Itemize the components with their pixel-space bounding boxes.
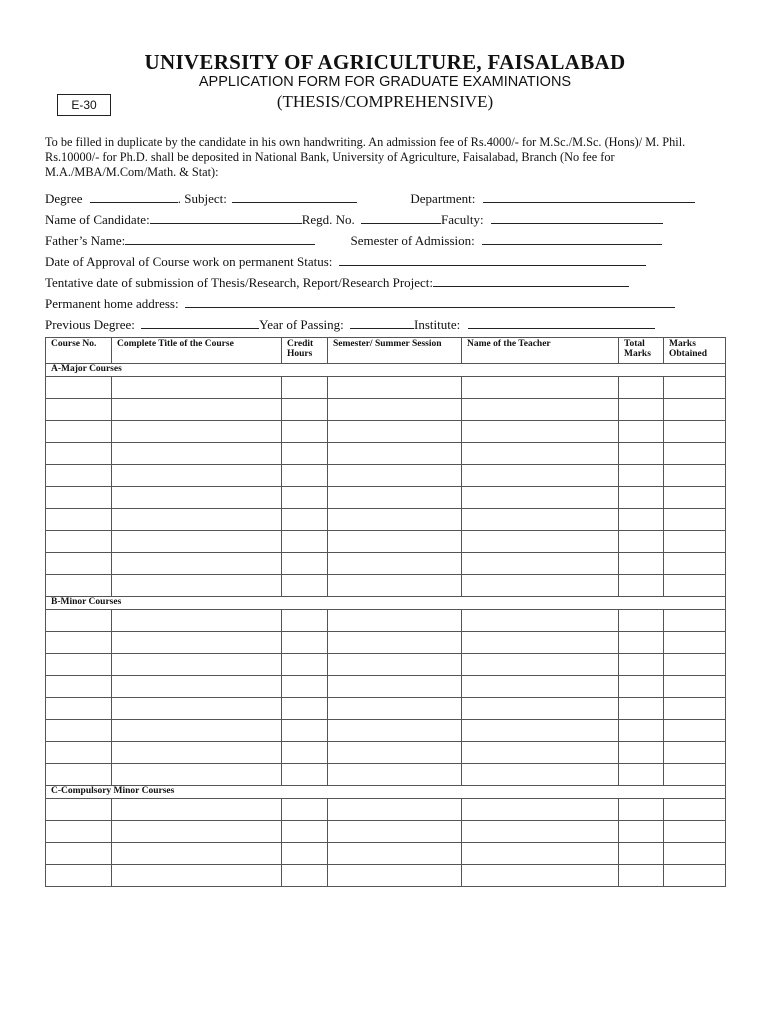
table-cell[interactable] (46, 742, 112, 764)
table-cell[interactable] (282, 654, 328, 676)
table-cell[interactable] (619, 377, 664, 399)
table-cell[interactable] (664, 843, 726, 865)
approval-date-label: Date of Approval of Course work on permanent Status: (45, 254, 333, 269)
table-cell[interactable] (619, 720, 664, 742)
table-row (46, 509, 726, 531)
table-row (46, 377, 726, 399)
table-row (46, 610, 726, 632)
table-cell[interactable] (282, 610, 328, 632)
table-cell[interactable] (328, 799, 462, 821)
table-cell[interactable] (46, 764, 112, 786)
table-cell[interactable] (46, 799, 112, 821)
table-cell[interactable] (328, 487, 462, 509)
table-cell[interactable] (664, 632, 726, 654)
table-cell[interactable] (328, 742, 462, 764)
table-cell[interactable] (328, 654, 462, 676)
table-cell[interactable] (328, 764, 462, 786)
table-cell[interactable] (664, 443, 726, 465)
table-cell[interactable] (619, 443, 664, 465)
table-cell[interactable] (462, 676, 619, 698)
table-cell[interactable] (664, 509, 726, 531)
header-teacher: Name of the Teacher (462, 338, 619, 364)
table-cell[interactable] (46, 865, 112, 887)
table-cell[interactable] (328, 509, 462, 531)
table-cell[interactable] (664, 575, 726, 597)
table-cell[interactable] (462, 377, 619, 399)
table-cell[interactable] (112, 610, 282, 632)
table-cell[interactable] (328, 531, 462, 553)
institute-blank[interactable] (468, 316, 655, 329)
table-cell[interactable] (328, 377, 462, 399)
table-cell[interactable] (282, 553, 328, 575)
table-cell[interactable] (664, 821, 726, 843)
table-cell[interactable] (112, 421, 282, 443)
university-title: UNIVERSITY OF AGRICULTURE, FAISALABAD (144, 50, 626, 74)
table-cell[interactable] (112, 487, 282, 509)
father-row (45, 232, 662, 249)
institute-label: Institute: (414, 317, 461, 332)
table-cell[interactable] (462, 531, 619, 553)
table-cell[interactable] (664, 720, 726, 742)
table-cell[interactable] (619, 865, 664, 887)
table-cell[interactable] (619, 509, 664, 531)
table-cell[interactable] (462, 698, 619, 720)
table-cell[interactable] (46, 632, 112, 654)
table-row (46, 487, 726, 509)
address-blank[interactable] (185, 295, 675, 308)
table-cell[interactable] (664, 865, 726, 887)
table-cell[interactable] (664, 698, 726, 720)
table-cell[interactable] (112, 865, 282, 887)
table-cell[interactable] (328, 632, 462, 654)
table-cell[interactable] (462, 509, 619, 531)
courses-body (46, 364, 726, 887)
table-cell[interactable] (112, 399, 282, 421)
table-cell[interactable] (619, 610, 664, 632)
table-cell[interactable] (328, 443, 462, 465)
father-name-label: Father’s Name: (45, 233, 126, 248)
table-cell[interactable] (462, 742, 619, 764)
table-cell[interactable] (664, 399, 726, 421)
table-cell[interactable] (328, 553, 462, 575)
table-cell[interactable] (462, 465, 619, 487)
table-cell[interactable] (46, 487, 112, 509)
table-cell[interactable] (46, 676, 112, 698)
table-cell[interactable] (664, 676, 726, 698)
table-cell[interactable] (328, 843, 462, 865)
table-cell[interactable] (619, 676, 664, 698)
table-cell[interactable] (619, 698, 664, 720)
table-row (46, 799, 726, 821)
section-label: B-Minor Courses (46, 597, 726, 610)
table-cell[interactable] (664, 764, 726, 786)
table-cell[interactable] (619, 553, 664, 575)
table-row (46, 742, 726, 764)
approval-date-blank[interactable] (339, 253, 646, 266)
semester-admission-blank[interactable] (482, 232, 662, 245)
table-cell[interactable] (282, 465, 328, 487)
header-semester: Semester/ Summer Session (328, 338, 462, 364)
table-cell[interactable] (619, 821, 664, 843)
table-cell[interactable] (619, 654, 664, 676)
faculty-blank[interactable] (491, 211, 663, 224)
table-cell[interactable] (46, 610, 112, 632)
table-cell[interactable] (46, 421, 112, 443)
table-cell[interactable] (112, 742, 282, 764)
section-row (46, 597, 726, 610)
table-cell[interactable] (619, 799, 664, 821)
header-course-title: Complete Title of the Course (112, 338, 282, 364)
table-row (46, 654, 726, 676)
table-cell[interactable] (46, 399, 112, 421)
table-cell[interactable] (619, 465, 664, 487)
address-row (45, 295, 675, 312)
table-cell[interactable] (664, 799, 726, 821)
table-cell[interactable] (328, 698, 462, 720)
form-subtitle: APPLICATION FORM FOR GRADUATE EXAMINATIONS (198, 74, 572, 90)
table-row (46, 421, 726, 443)
table-cell[interactable] (112, 377, 282, 399)
faculty-label: Faculty: (441, 212, 484, 227)
header-marks-obtained: Marks Obtained (664, 338, 726, 364)
table-cell[interactable] (664, 553, 726, 575)
table-cell[interactable] (112, 698, 282, 720)
table-cell[interactable] (46, 720, 112, 742)
table-cell[interactable] (619, 764, 664, 786)
table-cell[interactable] (664, 465, 726, 487)
section-row (46, 364, 726, 377)
header-total-marks: Total Marks (619, 338, 664, 364)
table-cell[interactable] (46, 443, 112, 465)
table-cell[interactable] (328, 465, 462, 487)
degree-blank[interactable] (90, 190, 178, 203)
table-cell[interactable] (282, 377, 328, 399)
table-row (46, 443, 726, 465)
table-cell[interactable] (46, 465, 112, 487)
table-cell[interactable] (619, 421, 664, 443)
table-cell[interactable] (46, 377, 112, 399)
submission-date-blank[interactable] (433, 274, 629, 287)
table-cell[interactable] (46, 654, 112, 676)
table-cell[interactable] (282, 799, 328, 821)
table-row (46, 575, 726, 597)
table-cell[interactable] (328, 720, 462, 742)
table-cell[interactable] (664, 377, 726, 399)
table-cell[interactable] (282, 443, 328, 465)
table-cell[interactable] (664, 654, 726, 676)
table-cell[interactable] (112, 720, 282, 742)
approval-row (45, 253, 646, 270)
table-row (46, 465, 726, 487)
year-passing-blank[interactable] (350, 316, 414, 329)
table-cell[interactable] (462, 843, 619, 865)
table-cell[interactable] (282, 764, 328, 786)
table-cell[interactable] (664, 487, 726, 509)
table-cell[interactable] (462, 720, 619, 742)
table-cell[interactable] (46, 575, 112, 597)
table-cell[interactable] (282, 399, 328, 421)
table-cell[interactable] (112, 821, 282, 843)
table-row (46, 698, 726, 720)
table-cell[interactable] (462, 487, 619, 509)
table-row (46, 632, 726, 654)
table-cell[interactable] (328, 865, 462, 887)
regd-no-label: Regd. No. (301, 212, 355, 227)
table-cell[interactable] (619, 487, 664, 509)
table-cell[interactable] (46, 531, 112, 553)
table-cell[interactable] (46, 509, 112, 531)
table-cell[interactable] (619, 843, 664, 865)
table-cell[interactable] (282, 421, 328, 443)
address-label: Permanent home address: (45, 296, 179, 311)
subject-label: . Subject: (177, 191, 227, 206)
table-row (46, 553, 726, 575)
instructions-paragraph: To be filled in duplicate by the candidate in his own handwriting. An admission fee of Rs.4000/- for M.Sc./M.Sc. (Hons)/ M. Phil. Rs.10000/- for Ph.D. shall be deposited in National Bank, University of Agriculture, Faisalabad, Branch (No fee for M.A./MBA/M.Com/Math. & Stat): (45, 135, 686, 179)
header-credit-hours: Credit Hours (282, 338, 328, 364)
section-row (46, 786, 726, 799)
table-cell[interactable] (619, 531, 664, 553)
table-cell[interactable] (462, 865, 619, 887)
form-type: (THESIS/COMPREHENSIVE) (276, 92, 494, 111)
table-cell[interactable] (282, 676, 328, 698)
table-cell[interactable] (282, 742, 328, 764)
table-cell[interactable] (282, 843, 328, 865)
courses-table (45, 337, 726, 887)
table-cell[interactable] (664, 610, 726, 632)
degree-label: Degree (45, 191, 83, 206)
table-cell[interactable] (619, 742, 664, 764)
table-cell[interactable] (282, 575, 328, 597)
table-row (46, 764, 726, 786)
degree-row (45, 190, 695, 207)
table-cell[interactable] (619, 399, 664, 421)
table-cell[interactable] (46, 821, 112, 843)
semester-admission-label: Semester of Admission: (350, 233, 475, 248)
previous-degree-row (45, 316, 655, 333)
table-cell[interactable] (462, 821, 619, 843)
table-cell[interactable] (112, 575, 282, 597)
regd-no-blank[interactable] (361, 211, 441, 224)
table-cell[interactable] (619, 575, 664, 597)
table-cell[interactable] (112, 553, 282, 575)
table-cell[interactable] (282, 531, 328, 553)
table-cell[interactable] (282, 720, 328, 742)
department-label: Department: (410, 191, 476, 206)
table-cell[interactable] (112, 632, 282, 654)
submission-row (45, 274, 629, 291)
table-row (46, 843, 726, 865)
table-cell[interactable] (462, 632, 619, 654)
table-cell[interactable] (112, 531, 282, 553)
table-cell[interactable] (112, 843, 282, 865)
candidate-name-blank[interactable] (150, 211, 302, 224)
candidate-row (45, 211, 663, 228)
table-cell[interactable] (328, 821, 462, 843)
previous-degree-label: Previous Degree: (45, 317, 135, 332)
submission-date-label: Tentative date of submission of Thesis/Research, Report/Research Project: (45, 275, 434, 290)
table-cell[interactable] (112, 654, 282, 676)
table-cell[interactable] (619, 632, 664, 654)
table-cell[interactable] (112, 676, 282, 698)
table-cell[interactable] (328, 676, 462, 698)
table-cell[interactable] (664, 421, 726, 443)
year-passing-label: Year of Passing: (259, 317, 344, 332)
table-cell[interactable] (112, 509, 282, 531)
table-cell[interactable] (664, 531, 726, 553)
table-cell[interactable] (46, 843, 112, 865)
table-row (46, 399, 726, 421)
table-cell[interactable] (462, 399, 619, 421)
table-cell[interactable] (328, 399, 462, 421)
table-cell[interactable] (462, 654, 619, 676)
table-cell[interactable] (462, 553, 619, 575)
father-name-blank[interactable] (125, 232, 315, 245)
table-cell[interactable] (462, 610, 619, 632)
table-cell[interactable] (46, 698, 112, 720)
table-cell[interactable] (282, 632, 328, 654)
table-row (46, 821, 726, 843)
table-cell[interactable] (462, 799, 619, 821)
candidate-name-label: Name of Candidate: (45, 212, 150, 227)
department-blank[interactable] (483, 190, 695, 203)
table-row (46, 676, 726, 698)
table-row (46, 720, 726, 742)
header-course-no: Course No. (46, 338, 112, 364)
table-cell[interactable] (328, 575, 462, 597)
table-cell[interactable] (282, 821, 328, 843)
table-cell[interactable] (112, 799, 282, 821)
table-cell[interactable] (328, 610, 462, 632)
table-cell[interactable] (112, 443, 282, 465)
table-row (46, 531, 726, 553)
table-cell[interactable] (328, 421, 462, 443)
subject-blank[interactable] (232, 190, 357, 203)
previous-degree-blank[interactable] (141, 316, 259, 329)
form-code-box: E-30 (57, 94, 111, 116)
table-cell[interactable] (112, 764, 282, 786)
table-row (46, 865, 726, 887)
table-cell[interactable] (462, 764, 619, 786)
table-cell[interactable] (282, 509, 328, 531)
section-label: C-Compulsory Minor Courses (46, 786, 726, 799)
section-label: A-Major Courses (46, 364, 726, 377)
table-cell[interactable] (462, 421, 619, 443)
table-cell[interactable] (462, 443, 619, 465)
table-cell[interactable] (282, 865, 328, 887)
table-cell[interactable] (112, 465, 282, 487)
table-cell[interactable] (282, 698, 328, 720)
table-cell[interactable] (664, 742, 726, 764)
table-cell[interactable] (462, 575, 619, 597)
table-cell[interactable] (282, 487, 328, 509)
table-cell[interactable] (46, 553, 112, 575)
